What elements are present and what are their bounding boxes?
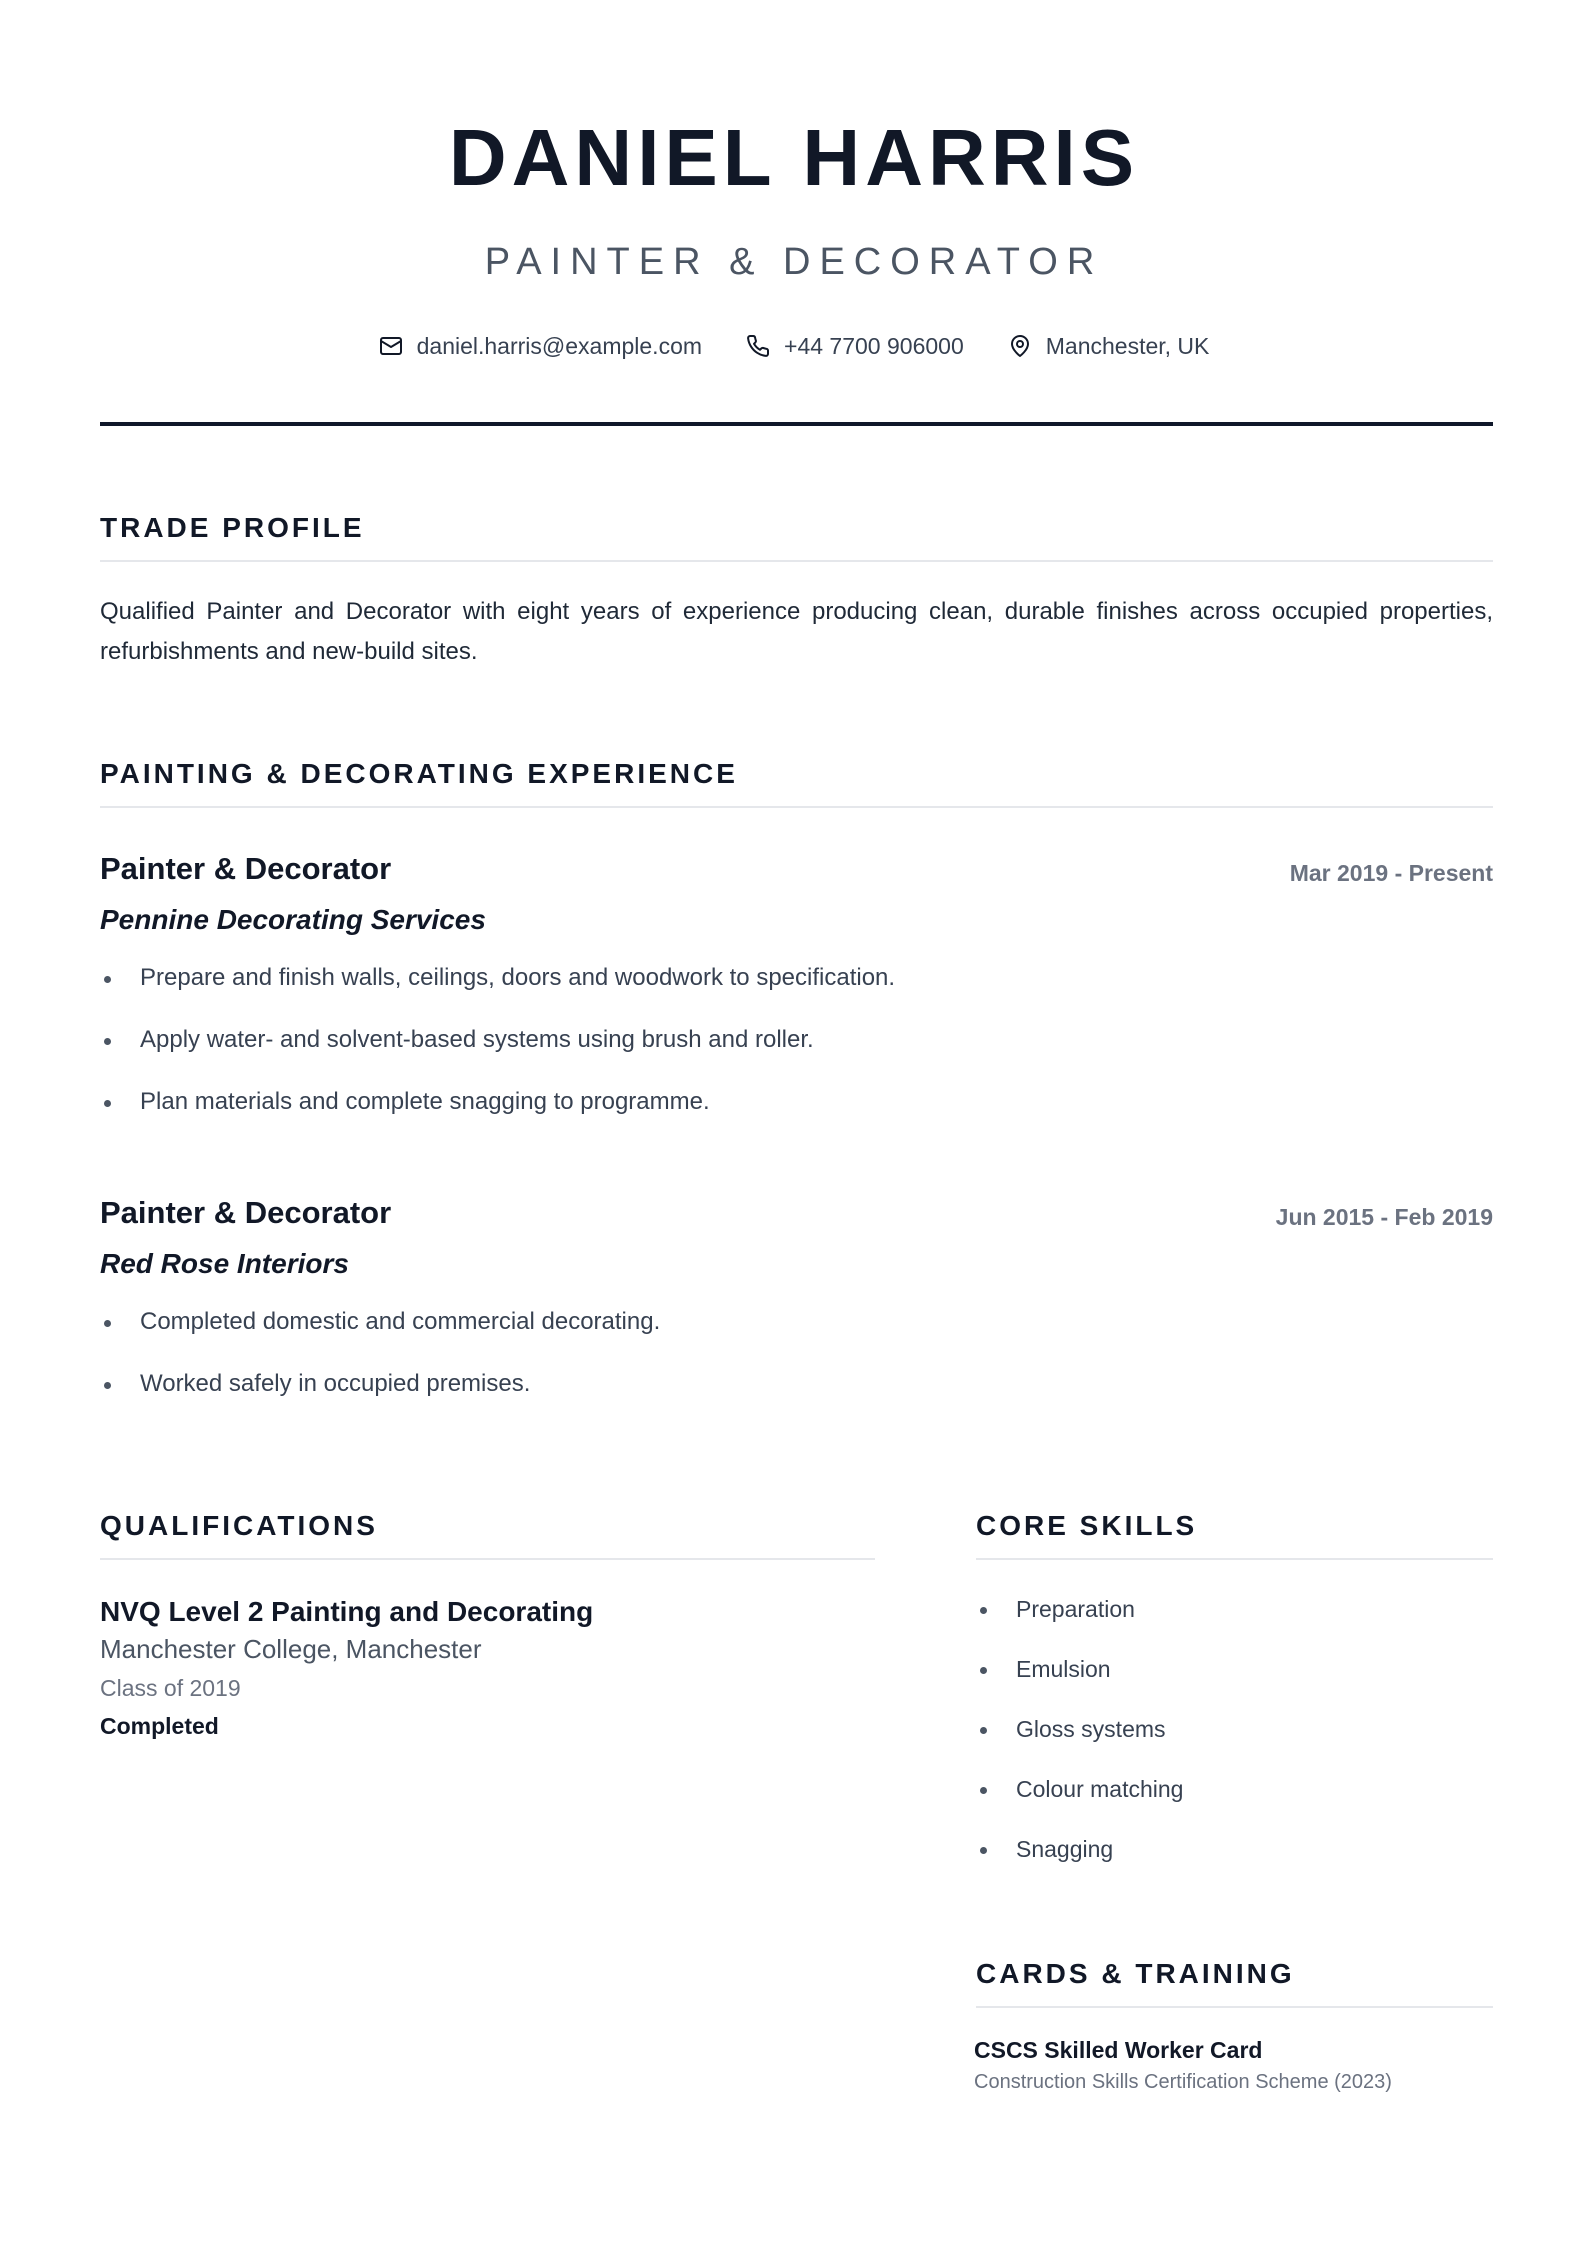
section-heading-skills: CORE SKILLS — [976, 1510, 1198, 1541]
card-detail: Construction Skills Certification Scheme (2023) — [974, 2071, 1392, 2093]
qualification-status: Completed — [100, 1713, 219, 1739]
contact-phone-text[interactable]: +44 7700 906000 — [784, 333, 964, 359]
section-divider — [100, 560, 1493, 562]
list-item — [976, 1653, 1493, 1713]
bullet-text: Worked safely in occupied premises. — [140, 1370, 531, 1397]
list-item — [100, 1368, 1493, 1430]
candidate-title: PAINTER & DECORATOR — [484, 241, 1104, 283]
bullet-text: Plan materials and complete snagging to programme. — [140, 1088, 710, 1115]
list-item — [100, 1086, 1493, 1148]
job-bullets — [100, 1306, 1493, 1430]
job-title: Painter & Decorator — [100, 851, 392, 886]
bullet-dot — [104, 1038, 111, 1045]
job-company: Pennine Decorating Services — [100, 904, 486, 935]
contact-bar — [0, 330, 1588, 362]
bullet-dot — [980, 1667, 987, 1674]
job-title: Painter & Decorator — [100, 1195, 392, 1230]
bullet-dot — [980, 1787, 987, 1794]
contact-location — [1008, 330, 1210, 362]
skill-text: Snagging — [1016, 1836, 1114, 1862]
location-pin-icon — [1008, 334, 1032, 358]
qualification-name: NVQ Level 2 Painting and Decorating — [100, 1596, 594, 1627]
list-item — [100, 1024, 1493, 1086]
card-name: CSCS Skilled Worker Card — [974, 2037, 1263, 2063]
section-divider — [976, 1558, 1493, 1560]
job-dates: Mar 2019 - Present — [1289, 860, 1493, 886]
section-heading-profile: TRADE PROFILE — [100, 512, 365, 543]
section-heading-cards: CARDS & TRAINING — [976, 1958, 1295, 1989]
bullet-dot — [104, 1100, 111, 1107]
section-divider — [976, 2006, 1493, 2008]
bullet-dot — [980, 1847, 987, 1854]
skills-list — [976, 1593, 1493, 1893]
profile-summary: Qualified Painter and Decorator with eight years of experience producing clean, durable finishes across occupied properties, refurbishments and new-build sites. — [100, 598, 1493, 665]
mail-icon — [379, 334, 403, 358]
bullet-text: Prepare and finish walls, ceilings, doors and woodwork to specification. — [140, 964, 896, 991]
header-divider — [100, 422, 1493, 426]
skill-text: Colour matching — [1016, 1776, 1184, 1802]
list-item — [100, 962, 1493, 1024]
bullet-text: Completed domestic and commercial decorating. — [140, 1308, 661, 1335]
bullet-dot — [104, 1320, 111, 1327]
section-heading-qualifications: QUALIFICATIONS — [100, 1510, 378, 1541]
section-divider — [100, 806, 1493, 808]
skill-text: Preparation — [1016, 1596, 1135, 1622]
bullet-dot — [104, 976, 111, 983]
list-item — [976, 1833, 1493, 1893]
contact-email-text[interactable]: daniel.harris@example.com — [416, 333, 703, 359]
contact-email[interactable] — [379, 330, 702, 362]
bullet-dot — [980, 1607, 987, 1614]
bullet-dot — [980, 1727, 987, 1734]
section-divider — [100, 1558, 875, 1560]
qualification-year: Class of 2019 — [100, 1675, 241, 1701]
job-company: Red Rose Interiors — [100, 1248, 349, 1279]
contact-phone[interactable] — [746, 330, 964, 362]
section-heading-experience: PAINTING & DECORATING EXPERIENCE — [100, 758, 738, 789]
contact-location-text: Manchester, UK — [1045, 333, 1210, 359]
list-item — [100, 1306, 1493, 1368]
bullet-text: Apply water- and solvent-based systems using brush and roller. — [140, 1026, 814, 1053]
phone-icon — [746, 334, 770, 358]
list-item — [976, 1593, 1493, 1653]
list-item — [976, 1773, 1493, 1833]
job-bullets — [100, 962, 1493, 1148]
job-dates: Jun 2015 - Feb 2019 — [1275, 1204, 1493, 1230]
skill-text: Emulsion — [1016, 1656, 1111, 1682]
skill-text: Gloss systems — [1016, 1716, 1166, 1742]
list-item — [976, 1713, 1493, 1773]
bullet-dot — [104, 1382, 111, 1389]
candidate-name: DANIEL HARRIS — [448, 113, 1140, 202]
qualification-school: Manchester College, Manchester — [100, 1634, 482, 1664]
